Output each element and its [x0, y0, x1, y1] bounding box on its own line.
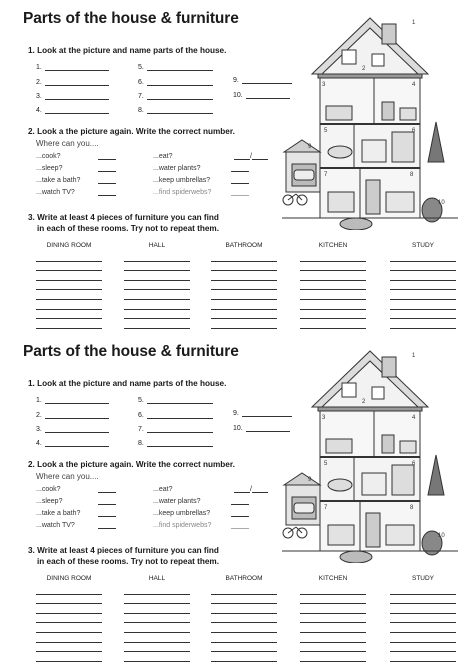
- blank-8-label: 8.: [138, 440, 144, 447]
- activity-umbrellas-line[interactable]: [231, 177, 249, 184]
- room-line[interactable]: [124, 614, 190, 624]
- room-line[interactable]: [211, 585, 277, 595]
- room-line[interactable]: [211, 319, 277, 329]
- question-2: 2. Look a the picture again. Write the correct number.: [28, 460, 235, 469]
- room-line[interactable]: [211, 595, 277, 605]
- activity-sleep-line[interactable]: [98, 165, 116, 172]
- activity-umbrellas-label: ...keep umbrellas?: [153, 177, 211, 184]
- activity-tv-label: ...watch TV?: [36, 522, 75, 529]
- room-column-kitchen: [300, 575, 366, 662]
- blank-4-label: 4.: [36, 440, 42, 447]
- blank-5-label: 5.: [138, 397, 144, 404]
- blank-1[interactable]: [36, 63, 109, 71]
- activity-cook-line[interactable]: [98, 486, 116, 493]
- house-number-2: 2: [362, 399, 366, 405]
- question-3: 3. Write at least 4 pieces of furniture you can find: [28, 546, 219, 555]
- house-number-4: 4: [412, 415, 416, 421]
- room-line[interactable]: [124, 252, 190, 262]
- blank-2-label: 2.: [36, 79, 42, 86]
- blank-8-line[interactable]: [147, 439, 213, 447]
- room-line[interactable]: [36, 300, 102, 310]
- blank-6-label: 6.: [138, 412, 144, 419]
- room-line[interactable]: [211, 252, 277, 262]
- activity-bath[interactable]: [36, 510, 116, 517]
- blank-6[interactable]: [138, 411, 213, 419]
- blank-5[interactable]: [138, 63, 213, 71]
- house-number-8: 8: [410, 505, 414, 511]
- room-heading-dining: DINING ROOM: [46, 575, 92, 582]
- room-line[interactable]: [124, 604, 190, 614]
- blank-5-label: 5.: [138, 64, 144, 71]
- room-line[interactable]: [124, 633, 190, 643]
- room-line[interactable]: [390, 252, 456, 262]
- room-line[interactable]: [300, 281, 366, 291]
- room-line[interactable]: [390, 643, 456, 653]
- room-heading-study: STUDY: [411, 575, 435, 582]
- activity-eat: [153, 153, 172, 160]
- blank-1-line[interactable]: [45, 63, 109, 71]
- blank-7[interactable]: [138, 92, 213, 100]
- room-line[interactable]: [300, 614, 366, 624]
- room-column-kitchen: [300, 242, 366, 329]
- room-heading-kitchen: KITCHEN: [318, 242, 348, 249]
- room-line[interactable]: [390, 271, 456, 281]
- room-line[interactable]: [124, 290, 190, 300]
- room-line[interactable]: [300, 633, 366, 643]
- room-line[interactable]: [211, 290, 277, 300]
- activity-tv[interactable]: [36, 189, 116, 196]
- room-line[interactable]: [211, 271, 277, 281]
- blank-7-line[interactable]: [147, 425, 213, 433]
- activity-umbrellas-line[interactable]: [231, 510, 249, 517]
- room-line[interactable]: [36, 623, 102, 633]
- room-column-hall: [124, 575, 190, 662]
- house-number-1: 1: [412, 353, 416, 359]
- blank-7-label: 7.: [138, 93, 144, 100]
- room-line[interactable]: [124, 585, 190, 595]
- house-number-10: 10: [438, 533, 445, 539]
- blank-10-label: 10.: [233, 425, 243, 432]
- room-line[interactable]: [36, 319, 102, 329]
- activity-tv-label: ...watch TV?: [36, 189, 75, 196]
- blank-2-line[interactable]: [45, 411, 109, 419]
- activity-eat: [153, 486, 172, 493]
- room-line[interactable]: [124, 281, 190, 291]
- blank-9-label: 9.: [233, 410, 239, 417]
- house-number-9: 9: [308, 477, 312, 483]
- room-line[interactable]: [36, 595, 102, 605]
- activity-umbrellas[interactable]: [153, 510, 249, 517]
- slash: /: [250, 486, 252, 493]
- activity-plants-label: ...water plants?: [153, 498, 201, 505]
- house-number-8: 8: [410, 172, 414, 178]
- blank-3-label: 3.: [36, 426, 42, 433]
- activity-spiderwebs[interactable]: [153, 189, 249, 196]
- blank-4[interactable]: [36, 106, 109, 114]
- blank-6[interactable]: [138, 78, 213, 86]
- blank-1-label: 1.: [36, 64, 42, 71]
- room-line[interactable]: [124, 643, 190, 653]
- room-line[interactable]: [300, 319, 366, 329]
- room-heading-kitchen: KITCHEN: [318, 575, 348, 582]
- room-line[interactable]: [300, 595, 366, 605]
- room-line[interactable]: [36, 652, 102, 662]
- blank-7-label: 7.: [138, 426, 144, 433]
- activity-plants-line[interactable]: [231, 165, 249, 172]
- worksheet-title: Parts of the house & furniture: [23, 10, 239, 27]
- house-number-1: 1: [412, 20, 416, 26]
- room-line[interactable]: [300, 252, 366, 262]
- room-line[interactable]: [36, 252, 102, 262]
- room-heading-hall: HALL: [148, 575, 166, 582]
- room-line[interactable]: [300, 290, 366, 300]
- blank-4-label: 4.: [36, 107, 42, 114]
- room-column-dining: [36, 575, 102, 662]
- room-line[interactable]: [300, 271, 366, 281]
- blank-7[interactable]: [138, 425, 213, 433]
- activity-eat-line-2[interactable]: [252, 153, 268, 160]
- blank-3-line[interactable]: [45, 92, 109, 100]
- house-number-7: 7: [324, 505, 328, 511]
- activity-plants[interactable]: [153, 165, 249, 172]
- room-line[interactable]: [390, 310, 456, 320]
- room-line[interactable]: [300, 623, 366, 633]
- room-line[interactable]: [211, 614, 277, 624]
- activity-spiderwebs-line[interactable]: [231, 522, 249, 529]
- activity-sleep-line[interactable]: [98, 498, 116, 505]
- room-line[interactable]: [36, 262, 102, 272]
- room-line[interactable]: [390, 290, 456, 300]
- blank-1-label: 1.: [36, 397, 42, 404]
- room-line[interactable]: [300, 643, 366, 653]
- activity-umbrellas-label: ...keep umbrellas?: [153, 510, 211, 517]
- room-line[interactable]: [390, 319, 456, 329]
- room-line[interactable]: [211, 300, 277, 310]
- question-3-line-2: in each of these rooms. Try not to repeat them.: [37, 224, 219, 233]
- activity-sleep[interactable]: [36, 498, 116, 505]
- slash: /: [250, 153, 252, 160]
- blank-1-line[interactable]: [45, 396, 109, 404]
- blank-8-label: 8.: [138, 107, 144, 114]
- question-3: 3. Write at least 4 pieces of furniture you can find: [28, 213, 219, 222]
- room-line[interactable]: [390, 595, 456, 605]
- activity-spiderwebs-label: ...find spiderwebs?: [153, 522, 212, 529]
- question-2: 2. Look a the picture again. Write the correct number.: [28, 127, 235, 136]
- worksheet-bottom: [0, 337, 474, 669]
- room-heading-hall: HALL: [148, 242, 166, 249]
- room-line[interactable]: [300, 604, 366, 614]
- room-line[interactable]: [36, 614, 102, 624]
- question-1: 1. Look at the picture and name parts of the house.: [28, 379, 227, 388]
- activity-eat-label: ...eat?: [153, 153, 173, 160]
- room-line[interactable]: [390, 614, 456, 624]
- blank-6-line[interactable]: [147, 78, 213, 86]
- blank-4-line[interactable]: [45, 106, 109, 114]
- room-column-bathroom: [211, 575, 277, 662]
- house-number-4: 4: [412, 82, 416, 88]
- room-heading-bathroom: BATHROOM: [225, 575, 263, 582]
- question-3-line-2: in each of these rooms. Try not to repeat them.: [37, 557, 219, 566]
- question-2-subtitle: Where can you....: [36, 139, 99, 148]
- blank-6-label: 6.: [138, 79, 144, 86]
- room-column-bathroom: [211, 242, 277, 329]
- blank-9-label: 9.: [233, 77, 239, 84]
- house-number-5: 5: [324, 128, 328, 134]
- house-number-2: 2: [362, 66, 366, 72]
- activity-eat-label: ...eat?: [153, 486, 173, 493]
- activity-spiderwebs-line[interactable]: [231, 189, 249, 196]
- room-line[interactable]: [211, 643, 277, 653]
- house-number-9: 9: [308, 144, 312, 150]
- activity-tv-line[interactable]: [98, 189, 116, 196]
- room-line[interactable]: [211, 262, 277, 272]
- activity-eat-answer[interactable]: [234, 486, 268, 493]
- activity-plants-label: ...water plants?: [153, 165, 201, 172]
- blank-5-line[interactable]: [147, 396, 213, 404]
- room-line[interactable]: [211, 604, 277, 614]
- room-line[interactable]: [211, 281, 277, 291]
- room-line[interactable]: [390, 633, 456, 643]
- activity-eat-answer[interactable]: [234, 153, 268, 160]
- room-line[interactable]: [36, 585, 102, 595]
- worksheet-top: [0, 4, 474, 336]
- worksheet-title: Parts of the house & furniture: [23, 343, 239, 360]
- activity-tv-line[interactable]: [98, 522, 116, 529]
- blank-4-line[interactable]: [45, 439, 109, 447]
- blank-6-line[interactable]: [147, 411, 213, 419]
- room-line[interactable]: [211, 623, 277, 633]
- room-line[interactable]: [211, 310, 277, 320]
- blank-2-label: 2.: [36, 412, 42, 419]
- house-number-3: 3: [322, 415, 326, 421]
- activity-spiderwebs-label: ...find spiderwebs?: [153, 189, 212, 196]
- activity-tv[interactable]: [36, 522, 116, 529]
- room-line[interactable]: [390, 262, 456, 272]
- activity-sleep-label: ...sleep?: [36, 165, 63, 172]
- blank-4[interactable]: [36, 439, 109, 447]
- room-line[interactable]: [124, 262, 190, 272]
- room-line[interactable]: [36, 643, 102, 653]
- activity-cook-line[interactable]: [98, 153, 116, 160]
- room-line[interactable]: [36, 281, 102, 291]
- house-number-5: 5: [324, 461, 328, 467]
- room-line[interactable]: [390, 623, 456, 633]
- room-line[interactable]: [211, 652, 277, 662]
- room-heading-bathroom: BATHROOM: [225, 242, 263, 249]
- room-column-study: [390, 242, 456, 329]
- blank-3-line[interactable]: [45, 425, 109, 433]
- blank-7-line[interactable]: [147, 92, 213, 100]
- room-line[interactable]: [124, 319, 190, 329]
- room-column-study: [390, 575, 456, 662]
- house-number-3: 3: [322, 82, 326, 88]
- room-line[interactable]: [300, 585, 366, 595]
- room-line[interactable]: [36, 271, 102, 281]
- activity-bath-line[interactable]: [98, 510, 116, 517]
- activity-bath-line[interactable]: [98, 177, 116, 184]
- house-number-10: 10: [438, 200, 445, 206]
- room-line[interactable]: [124, 623, 190, 633]
- room-line[interactable]: [300, 300, 366, 310]
- activity-sleep-label: ...sleep?: [36, 498, 63, 505]
- blank-2[interactable]: [36, 411, 109, 419]
- activity-cook-label: ...cook?: [36, 486, 61, 493]
- room-line[interactable]: [36, 604, 102, 614]
- blank-2[interactable]: [36, 78, 109, 86]
- house-number-6: 6: [412, 128, 416, 134]
- blank-3[interactable]: [36, 425, 109, 433]
- room-line[interactable]: [211, 633, 277, 643]
- activity-bath[interactable]: [36, 177, 116, 184]
- house-illustration: [282, 345, 458, 563]
- activity-bath-label: ...take a bath?: [36, 510, 81, 517]
- question-1: 1. Look at the picture and name parts of the house.: [28, 46, 227, 55]
- room-line[interactable]: [390, 585, 456, 595]
- blank-8[interactable]: [138, 439, 213, 447]
- activity-eat-line-1[interactable]: [234, 486, 250, 493]
- blank-10-label: 10.: [233, 92, 243, 99]
- activity-sleep[interactable]: [36, 165, 116, 172]
- room-line[interactable]: [300, 262, 366, 272]
- room-line[interactable]: [124, 271, 190, 281]
- room-line[interactable]: [124, 652, 190, 662]
- house-number-7: 7: [324, 172, 328, 178]
- room-line[interactable]: [390, 281, 456, 291]
- blank-2-line[interactable]: [45, 78, 109, 86]
- activity-cook[interactable]: [36, 153, 116, 160]
- room-line[interactable]: [300, 310, 366, 320]
- activity-bath-label: ...take a bath?: [36, 177, 81, 184]
- room-column-dining: [36, 242, 102, 329]
- room-heading-study: STUDY: [411, 242, 435, 249]
- room-line[interactable]: [390, 300, 456, 310]
- activity-umbrellas[interactable]: [153, 177, 249, 184]
- room-line[interactable]: [390, 652, 456, 662]
- room-line[interactable]: [124, 300, 190, 310]
- room-line[interactable]: [36, 633, 102, 643]
- blank-5-line[interactable]: [147, 63, 213, 71]
- activity-plants-line[interactable]: [231, 498, 249, 505]
- room-line[interactable]: [300, 652, 366, 662]
- activity-eat-line-2[interactable]: [252, 486, 268, 493]
- room-line[interactable]: [36, 310, 102, 320]
- room-heading-dining: DINING ROOM: [46, 242, 92, 249]
- question-2-subtitle: Where can you....: [36, 472, 99, 481]
- house-illustration: [282, 12, 458, 230]
- room-line[interactable]: [124, 310, 190, 320]
- house-number-6: 6: [412, 461, 416, 467]
- blank-8-line[interactable]: [147, 106, 213, 114]
- activity-plants[interactable]: [153, 498, 249, 505]
- activity-spiderwebs[interactable]: [153, 522, 249, 529]
- room-line[interactable]: [36, 290, 102, 300]
- activity-cook-label: ...cook?: [36, 153, 61, 160]
- blank-3[interactable]: [36, 92, 109, 100]
- room-line[interactable]: [390, 604, 456, 614]
- room-line[interactable]: [124, 595, 190, 605]
- blank-1[interactable]: [36, 396, 109, 404]
- activity-eat-line-1[interactable]: [234, 153, 250, 160]
- activity-cook[interactable]: [36, 486, 116, 493]
- blank-5[interactable]: [138, 396, 213, 404]
- room-column-hall: [124, 242, 190, 329]
- blank-3-label: 3.: [36, 93, 42, 100]
- blank-8[interactable]: [138, 106, 213, 114]
